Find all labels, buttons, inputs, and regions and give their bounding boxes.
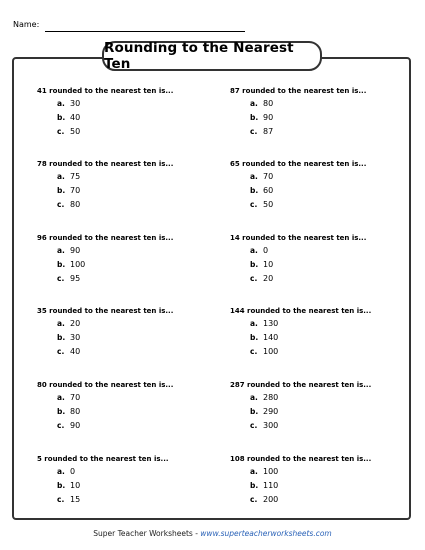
question-prompt: 80 rounded to the nearest ten is... <box>37 381 174 389</box>
question-prompt: 87 rounded to the nearest ten is... <box>230 87 367 95</box>
question-item <box>37 306 227 359</box>
answer-choice[interactable] <box>37 391 227 405</box>
choice-value: 20 <box>263 274 274 283</box>
choice-value: 50 <box>263 200 274 209</box>
choice-letter: c. <box>250 495 258 504</box>
choice-value: 50 <box>70 127 81 136</box>
answer-choice[interactable] <box>230 125 420 139</box>
question-item <box>37 86 227 139</box>
choice-letter: a. <box>57 393 65 402</box>
choice-value: 15 <box>70 495 81 504</box>
answer-choice[interactable] <box>37 198 227 212</box>
footer-url[interactable]: www.superteacherworksheets.com <box>200 529 332 538</box>
choice-letter: c. <box>250 200 258 209</box>
choice-letter: b. <box>57 481 66 490</box>
answer-choice[interactable] <box>37 419 227 433</box>
footer-separator: - <box>192 529 201 538</box>
answer-choice[interactable] <box>230 493 420 507</box>
question-item <box>230 233 420 286</box>
choice-letter: c. <box>250 127 258 136</box>
choice-value: 10 <box>263 260 274 269</box>
choice-letter: b. <box>57 407 66 416</box>
question-prompt: 144 rounded to the nearest ten is... <box>230 307 372 315</box>
answer-choice[interactable] <box>230 405 420 419</box>
worksheet-title: Rounding to the Nearest Ten <box>102 41 322 71</box>
answer-choice[interactable] <box>37 125 227 139</box>
question-prompt: 14 rounded to the nearest ten is... <box>230 234 367 242</box>
answer-choice[interactable] <box>230 465 420 479</box>
answer-choice[interactable] <box>230 244 420 258</box>
choice-letter: c. <box>57 495 65 504</box>
choice-letter: a. <box>250 172 258 181</box>
choice-value: 40 <box>70 113 81 122</box>
answer-choice[interactable] <box>230 198 420 212</box>
choice-letter: a. <box>57 246 65 255</box>
name-label: Name: <box>13 20 40 29</box>
question-item <box>230 159 420 212</box>
choice-value: 87 <box>263 127 274 136</box>
answer-choice[interactable] <box>230 391 420 405</box>
choice-value: 200 <box>263 495 279 504</box>
answer-choice[interactable] <box>37 97 227 111</box>
choice-letter: c. <box>250 347 258 356</box>
choice-letter: c. <box>57 127 65 136</box>
answer-choice[interactable] <box>37 331 227 345</box>
answer-choice[interactable] <box>230 272 420 286</box>
choice-letter: b. <box>250 407 259 416</box>
choice-letter: a. <box>57 319 65 328</box>
choice-value: 40 <box>70 347 81 356</box>
choice-letter: a. <box>250 393 258 402</box>
answer-choice[interactable] <box>37 184 227 198</box>
choice-value: 0 <box>70 467 76 476</box>
answer-choice[interactable] <box>230 419 420 433</box>
choice-value: 70 <box>70 186 81 195</box>
question-prompt: 96 rounded to the nearest ten is... <box>37 234 174 242</box>
question-item <box>37 233 227 286</box>
question-prompt: 287 rounded to the nearest ten is... <box>230 381 372 389</box>
choice-letter: c. <box>57 347 65 356</box>
answer-choice[interactable] <box>230 479 420 493</box>
footer <box>0 529 425 538</box>
choice-value: 95 <box>70 274 81 283</box>
choice-letter: c. <box>57 274 65 283</box>
choice-value: 130 <box>263 319 279 328</box>
choice-letter: b. <box>250 113 259 122</box>
question-prompt: 65 rounded to the nearest ten is... <box>230 160 367 168</box>
choice-value: 80 <box>263 99 274 108</box>
choice-letter: a. <box>57 99 65 108</box>
choice-letter: a. <box>57 467 65 476</box>
question-prompt: 5 rounded to the nearest ten is... <box>37 455 169 463</box>
answer-choice[interactable] <box>37 272 227 286</box>
choice-value: 290 <box>263 407 279 416</box>
answer-choice[interactable] <box>230 258 420 272</box>
answer-choice[interactable] <box>230 184 420 198</box>
choice-letter: b. <box>57 113 66 122</box>
choice-letter: b. <box>57 186 66 195</box>
choice-value: 280 <box>263 393 279 402</box>
choice-value: 100 <box>263 347 279 356</box>
answer-choice[interactable] <box>230 345 420 359</box>
question-item <box>37 454 227 507</box>
choice-letter: b. <box>250 186 259 195</box>
choice-value: 80 <box>70 200 81 209</box>
answer-choice[interactable] <box>230 111 420 125</box>
choice-value: 90 <box>263 113 274 122</box>
choice-value: 80 <box>70 407 81 416</box>
choice-value: 10 <box>70 481 81 490</box>
choice-letter: a. <box>250 246 258 255</box>
question-item <box>230 454 420 507</box>
choice-value: 30 <box>70 333 81 342</box>
choice-letter: b. <box>250 333 259 342</box>
choice-value: 70 <box>263 172 274 181</box>
choice-value: 60 <box>263 186 274 195</box>
question-item <box>230 306 420 359</box>
footer-brand: Super Teacher Worksheets <box>93 529 193 538</box>
answer-choice[interactable] <box>37 111 227 125</box>
question-prompt: 108 rounded to the nearest ten is... <box>230 455 372 463</box>
choice-value: 140 <box>263 333 279 342</box>
question-item <box>230 380 420 433</box>
choice-value: 100 <box>263 467 279 476</box>
choice-letter: a. <box>57 172 65 181</box>
choice-letter: c. <box>57 421 65 430</box>
answer-choice[interactable] <box>37 170 227 184</box>
question-item <box>230 86 420 139</box>
choice-letter: b. <box>57 260 66 269</box>
answer-choice[interactable] <box>230 97 420 111</box>
choice-value: 70 <box>70 393 81 402</box>
answer-choice[interactable] <box>37 345 227 359</box>
answer-choice[interactable] <box>37 258 227 272</box>
choice-letter: a. <box>250 319 258 328</box>
answer-choice[interactable] <box>230 331 420 345</box>
question-prompt: 35 rounded to the nearest ten is... <box>37 307 174 315</box>
choice-value: 75 <box>70 172 81 181</box>
answer-choice[interactable] <box>37 317 227 331</box>
choice-letter: c. <box>250 421 258 430</box>
choice-letter: c. <box>250 274 258 283</box>
answer-choice[interactable] <box>37 479 227 493</box>
choice-value: 100 <box>70 260 86 269</box>
answer-choice[interactable] <box>37 493 227 507</box>
choice-value: 0 <box>263 246 269 255</box>
answer-choice[interactable] <box>230 170 420 184</box>
answer-choice[interactable] <box>37 405 227 419</box>
answer-choice[interactable] <box>230 317 420 331</box>
choice-value: 90 <box>70 421 81 430</box>
choice-letter: b. <box>57 333 66 342</box>
answer-choice[interactable] <box>37 244 227 258</box>
choice-value: 110 <box>263 481 279 490</box>
choice-letter: a. <box>250 99 258 108</box>
question-item <box>37 380 227 433</box>
question-item <box>37 159 227 212</box>
question-prompt: 78 rounded to the nearest ten is... <box>37 160 174 168</box>
question-prompt: 41 rounded to the nearest ten is... <box>37 87 174 95</box>
answer-choice[interactable] <box>37 465 227 479</box>
choice-letter: b. <box>250 481 259 490</box>
choice-value: 300 <box>263 421 279 430</box>
choice-letter: b. <box>250 260 259 269</box>
choice-value: 30 <box>70 99 81 108</box>
choice-value: 20 <box>70 319 81 328</box>
choice-value: 90 <box>70 246 81 255</box>
choice-letter: c. <box>57 200 65 209</box>
name-line[interactable] <box>45 31 245 32</box>
choice-letter: a. <box>250 467 258 476</box>
